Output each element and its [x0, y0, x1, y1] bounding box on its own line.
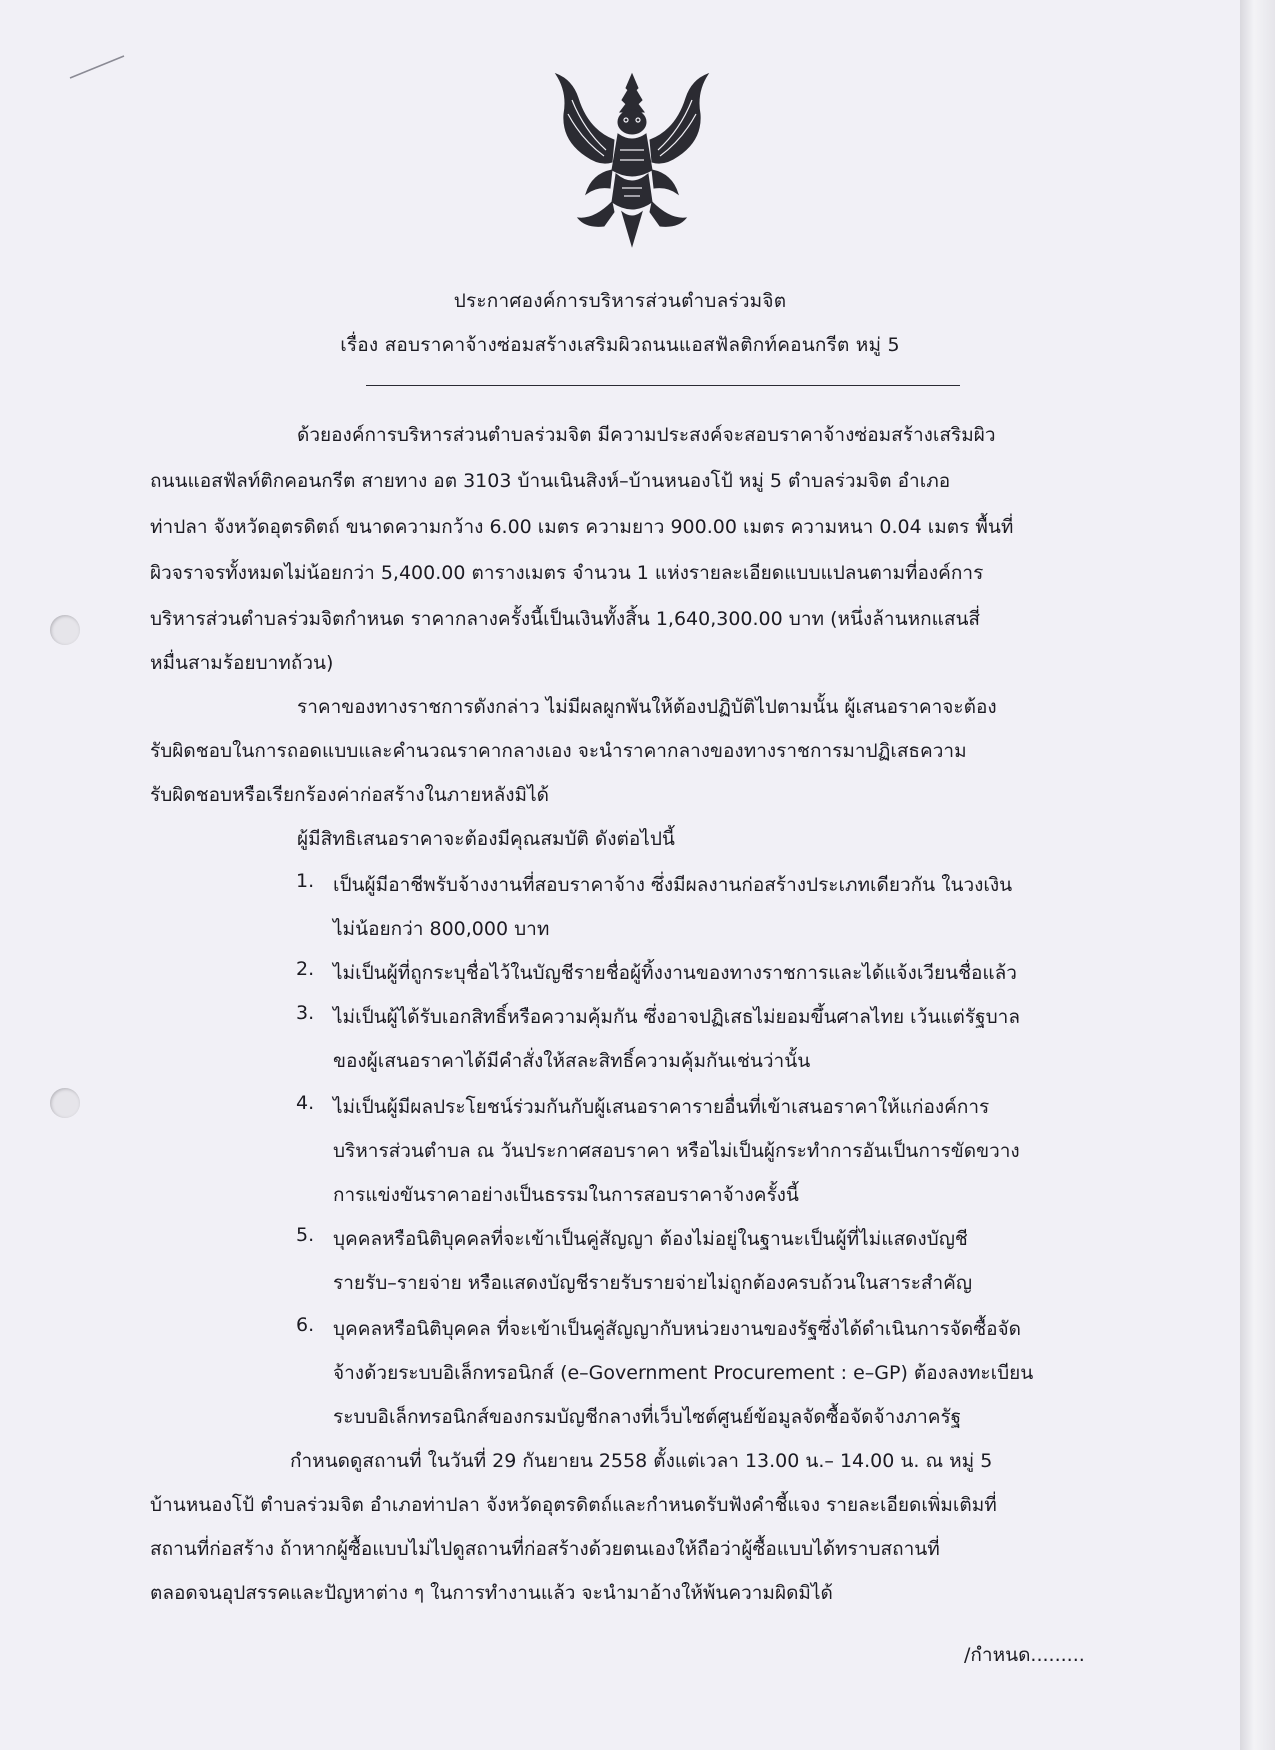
qualification-line: ไม่เป็นผู้มีผลประโยชน์ร่วมกันกับผู้เสนอราคารายอื่นที่เข้าเสนอราคาให้แก่องค์การ [333, 1096, 990, 1118]
qualification-line: ระบบอิเล็กทรอนิกส์ของกรมบัญชีกลางที่เว็บไซต์ศูนย์ข้อมูลจัดซื้อจัดจ้างภาครัฐ [333, 1406, 962, 1428]
punch-hole [50, 1088, 80, 1118]
qualification-line: จ้างด้วยระบบอิเล็กทรอนิกส์ (e–Government Procurement : e–GP) ต้องลงทะเบียน [333, 1362, 1034, 1384]
qualification-number: 1. [296, 870, 315, 892]
para3-line: บ้านหนองโป้ ตำบลร่วมจิต อำเภอท่าปลา จังหวัดอุตรดิตถ์และกำหนดรับฟังคำชี้แจง รายละเอียดเพิ่มเติมที่ [150, 1494, 997, 1516]
qualification-line: ไม่เป็นผู้ได้รับเอกสิทธิ์หรือความคุ้มกัน ซึ่งอาจปฏิเสธไม่ยอมขึ้นศาลไทย เว้นแต่รัฐบาล [333, 1006, 1020, 1028]
qualification-line: บุคคลหรือนิติบุคคลที่จะเข้าเป็นคู่สัญญา ต้องไม่อยู่ในฐานะเป็นผู้ที่ไม่แสดงบัญชี [333, 1228, 968, 1250]
announcement-title: ประกาศองค์การบริหารส่วนตำบลร่วมจิต [453, 290, 787, 312]
garuda-emblem-icon [548, 70, 716, 248]
para3-line: กำหนดดูสถานที่ ในวันที่ 29 กันยายน 2558 ตั้งแต่เวลา 13.00 น.– 14.00 น. ณ หมู่ 5 [290, 1450, 993, 1472]
para3-line: ตลอดจนอุปสรรคและปัญหาต่าง ๆ ในการทำงานแล้ว จะนำมาอ้างให้พ้นความผิดมิได้ [150, 1582, 833, 1604]
para1-line: หมื่นสามร้อยบาทถ้วน) [150, 652, 334, 674]
qualification-number: 4. [296, 1092, 315, 1114]
pen-mark [68, 52, 128, 82]
para2-line: รับผิดชอบหรือเรียกร้องค่าก่อสร้างในภายหลังมิได้ [150, 784, 549, 806]
qualification-number: 2. [296, 958, 315, 980]
qualification-line: ของผู้เสนอราคาได้มีคำสั่งให้สละสิทธิ์ความคุ้มกันเช่นว่านั้น [333, 1050, 811, 1072]
qualification-line: ไม่เป็นผู้ที่ถูกระบุชื่อไว้ในบัญชีรายชื่อผู้ทิ้งงานของทางราชการและได้แจ้งเวียนชื่อแล้ว [333, 962, 1017, 984]
qualification-line: การแข่งขันราคาอย่างเป็นธรรมในการสอบราคาจ้างครั้งนี้ [333, 1184, 799, 1206]
punch-hole [50, 615, 80, 645]
qualification-line: รายรับ–รายจ่าย หรือแสดงบัญชีรายรับรายจ่ายไม่ถูกต้องครบถ้วนในสาระสำคัญ [333, 1272, 973, 1294]
announcement-subject: เรื่อง สอบราคาจ้างซ่อมสร้างเสริมผิวถนนแอสฟัลติกท์คอนกรีต หมู่ 5 [340, 334, 900, 356]
qualification-line: บุคคลหรือนิติบุคคล ที่จะเข้าเป็นคู่สัญญากับหน่วยงานของรัฐซึ่งได้ดำเนินการจัดซื้อจัด [333, 1318, 1022, 1340]
qualification-number: 5. [296, 1224, 315, 1246]
title-divider [366, 385, 960, 386]
para1-line: ด้วยองค์การบริหารส่วนตำบลร่วมจิต มีความประสงค์จะสอบราคาจ้างซ่อมสร้างเสริมผิว [297, 424, 996, 446]
page-edge [1240, 0, 1275, 1750]
qualification-line: บริหารส่วนตำบล ณ วันประกาศสอบราคา หรือไม่เป็นผู้กระทำการอันเป็นการขัดขวาง [333, 1140, 1020, 1162]
para2-line: รับผิดชอบในการถอดแบบและคำนวณราคากลางเอง จะนำราคากลางของทางราชการมาปฏิเสธความ [150, 740, 967, 762]
para1-line: บริหารส่วนตำบลร่วมจิตกำหนด ราคากลางครั้งนี้เป็นเงินทั้งสิ้น 1,640,300.00 บาท (หนึ่งล้านหกแสนสี่ [150, 608, 981, 630]
qualification-line: เป็นผู้มีอาชีพรับจ้างงานที่สอบราคาจ้าง ซึ่งมีผลงานก่อสร้างประเภทเดียวกัน ในวงเงิน [333, 874, 1013, 896]
continuation-marker: /กำหนด......... [964, 1644, 1085, 1666]
qualification-number: 6. [296, 1314, 315, 1336]
para2-line: ราคาของทางราชการดังกล่าว ไม่มีผลผูกพันให้ต้องปฏิบัติไปตามนั้น ผู้เสนอราคาจะต้อง [297, 696, 997, 718]
para1-line: ถนนแอสฟัลท์ติกคอนกรีต สายทาง อต 3103 บ้านเนินสิงห์–บ้านหนองโป้ หมู่ 5 ตำบลร่วมจิต อำเภอ [150, 470, 951, 492]
para3-line: สถานที่ก่อสร้าง ถ้าหากผู้ซื้อแบบไม่ไปดูสถานที่ก่อสร้างด้วยตนเองให้ถือว่าผู้ซื้อแบบได้ทราบสถานที่ [150, 1538, 940, 1560]
qualification-line: ไม่น้อยกว่า 800,000 บาท [333, 918, 550, 940]
para1-line: ผิวจราจรทั้งหมดไม่น้อยกว่า 5,400.00 ตารางเมตร จำนวน 1 แห่งรายละเอียดแบบแปลนตามที่องค์การ [150, 562, 984, 584]
qualifications-intro: ผู้มีสิทธิเสนอราคาจะต้องมีคุณสมบัติ ดังต่อไปนี้ [297, 828, 675, 850]
qualification-number: 3. [296, 1002, 315, 1024]
para1-line: ท่าปลา จังหวัดอุตรดิตถ์ ขนาดความกว้าง 6.00 เมตร ความยาว 900.00 เมตร ความหนา 0.04 เมตร พื้นที่ [150, 516, 1014, 538]
